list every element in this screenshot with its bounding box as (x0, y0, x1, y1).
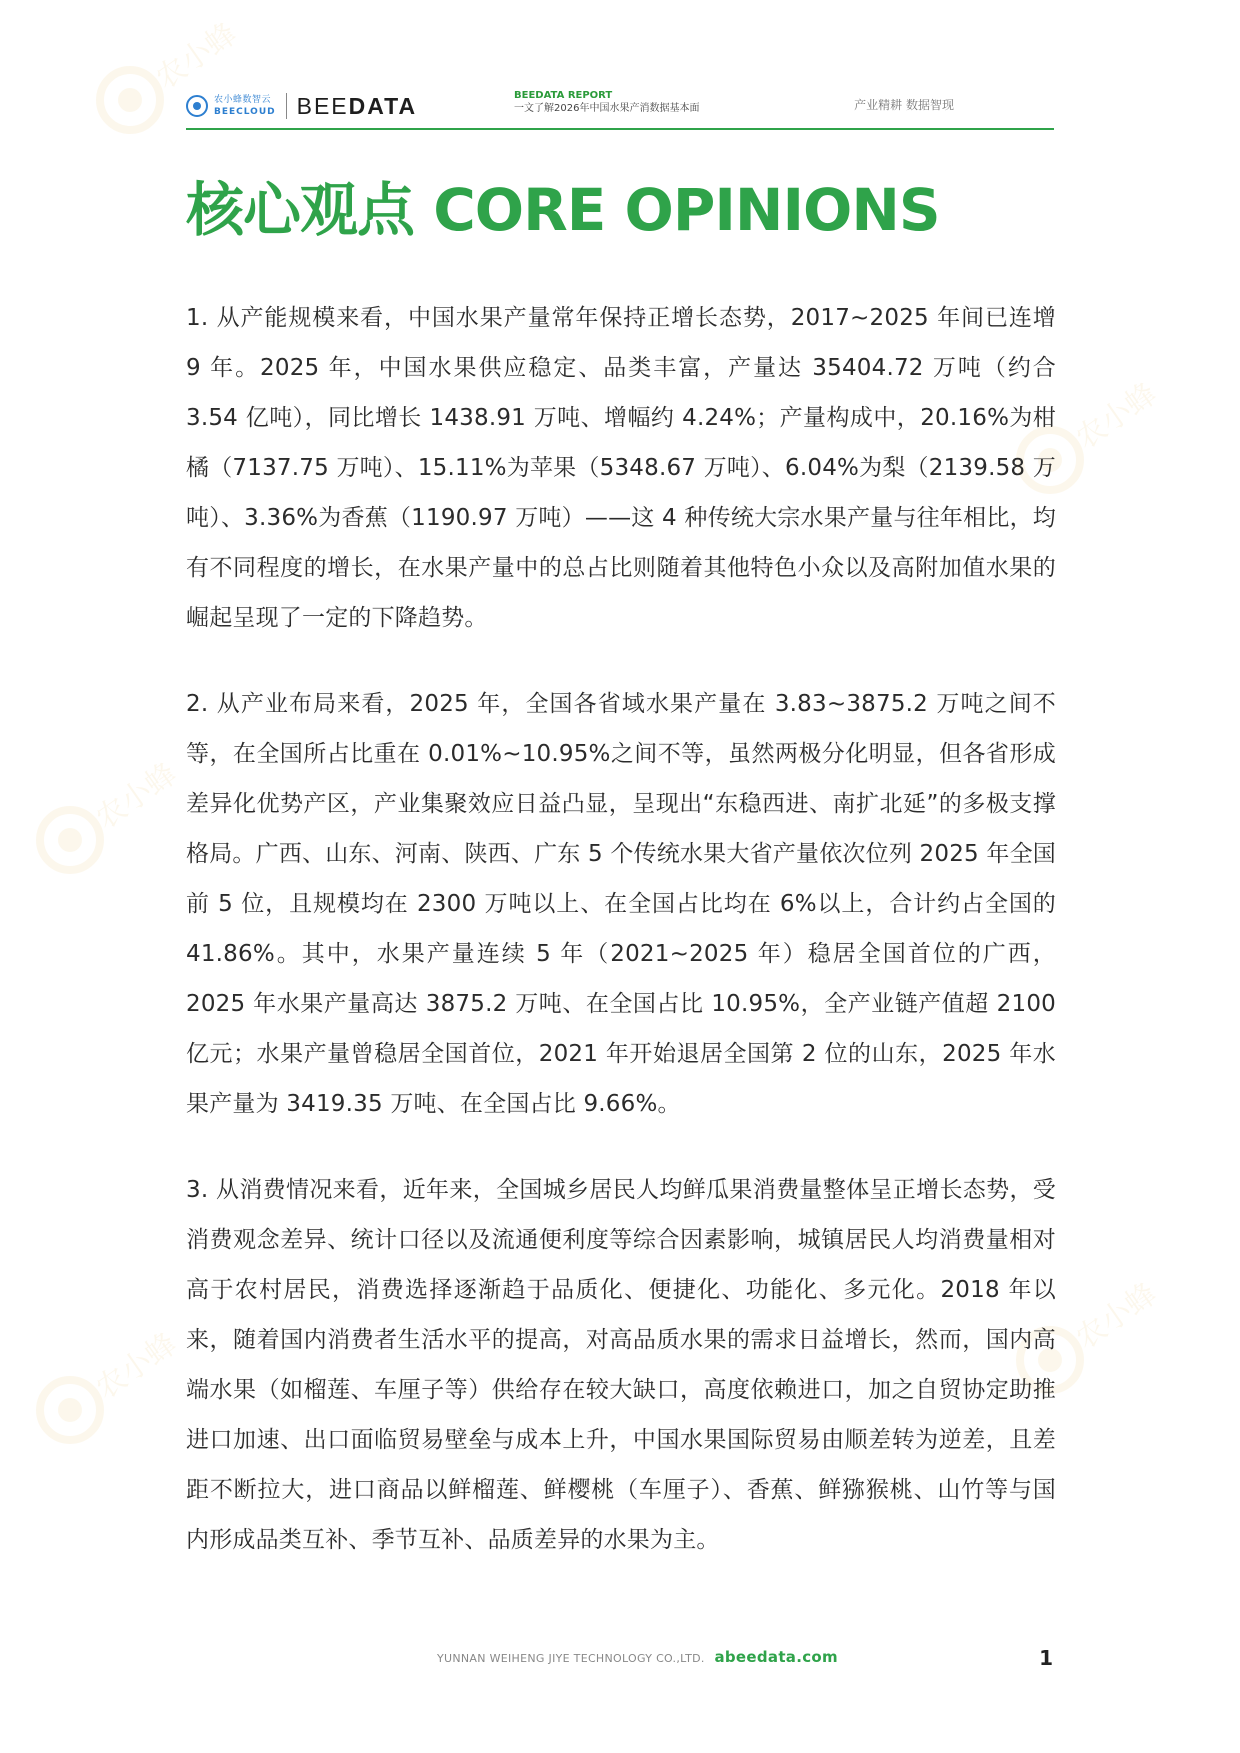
brand-prefix: BEE (296, 92, 349, 119)
header-slogan: 产业精耕 数据智现 (854, 98, 954, 112)
report-title: BEEDATA REPORT (514, 90, 613, 101)
logo (186, 88, 417, 124)
report-subtitle: 一文了解2026年中国水果产消数据基本面 (514, 102, 700, 114)
footer-website-link[interactable]: abeedata.com (714, 1648, 838, 1666)
svg-text:农小蜂: 农小蜂 (1069, 1280, 1160, 1357)
header-divider (186, 128, 1054, 130)
watermark-bee-icon (20, 1330, 180, 1490)
footer-company: YUNNAN WEIHENG JIYE TECHNOLOGY CO.,LTD. (437, 1652, 705, 1665)
brand-suffix: DATA (348, 92, 418, 119)
report-label (514, 90, 699, 115)
page-title: 核心观点 CORE OPINIONS (186, 176, 940, 244)
page-footer (437, 1648, 838, 1666)
page-number: 1 (1039, 1646, 1053, 1670)
bee-logo-icon (186, 95, 208, 117)
svg-text:农小蜂: 农小蜂 (149, 20, 240, 97)
logo-text (214, 96, 276, 117)
opinion-paragraph-2: 2. 从产业布局来看，2025 年，全国各省域水果产量在 3.83~3875.2 万吨之间不等，在全国所占比重在 0.01%~10.95%之间不等，虽然两极分化明显，但各省形成差异化优势产区，产业集聚效应日益凸显，呈现出“东稳西进、南扩北延”的多极支撑格局。广西、山东、河南、陕西、广东 5 个传统水果大省产量依次位列 2025 年全国前 5 位，且规模均在 2300 万吨以上、在全国占比均在 6%以上，合计约占全国的 41.86%。其中，水果产量连续 5 年（2021~2025 年）稳居全国首位的广西，2025 年水果产量高达 3875.2 万吨、在全国占比 10.95%，全产业链产值超 2100 亿元；水果产量曾稳居全国首位，2021 年开始退居全国第 2 位的山东，2025 年水果产量为 3419.35 万吨、在全国占比 9.66%。 (186, 691, 1056, 1117)
svg-text:农小蜂: 农小蜂 (89, 1330, 180, 1407)
opinion-paragraph-1: 1. 从产能规模来看，中国水果产量常年保持正增长态势，2017~2025 年间已连增 9 年。2025 年，中国水果供应稳定、品类丰富，产量达 35404.72 万吨（约合 3.54 亿吨），同比增长 1438.91 万吨、增幅约 4.24%；产量构成中，20.16%为柑橘（7137.75 万吨）、15.11%为苹果（5348.67 万吨）、6.04%为梨（2139.58 万吨）、3.36%为香蕉（1190.97 万吨）——这 4 种传统大宗水果产量与往年相比，均有不同程度的增长，在水果产量中的总占比则随着其他特色小众以及高附加值水果的崛起呈现了一定的下降趋势。 (186, 305, 1056, 631)
logo-cn: 农小蜂数智云 (214, 94, 272, 105)
watermark-bee-icon (20, 760, 180, 920)
page-header (186, 84, 1054, 130)
brand-name (297, 93, 418, 120)
opinion-paragraph-3: 3. 从消费情况来看，近年来，全国城乡居民人均鲜瓜果消费量整体呈正增长态势，受消费观念差异、统计口径以及流通便利度等综合因素影响，城镇居民人均消费量相对高于农村居民，消费选择逐渐趋于品质化、便捷化、功能化、多元化。2018 年以来，随着国内消费者生活水平的提高，对高品质水果的需求日益增长，然而，国内高端水果（如榴莲、车厘子等）供给存在较大缺口，高度依赖进口，加之自贸协定助推进口加速、出口面临贸易壁垒与成本上升，中国水果国际贸易由顺差转为逆差，且差距不断拉大，进口商品以鲜榴莲、鲜樱桃（车厘子）、香蕉、鲜猕猴桃、山竹等与国内形成品类互补、季节互补、品质差异的水果为主。 (186, 1177, 1056, 1553)
logo-divider (286, 93, 287, 119)
core-opinions-content (186, 293, 1056, 1601)
svg-text:农小蜂: 农小蜂 (89, 760, 180, 837)
svg-text:农小蜂: 农小蜂 (1069, 380, 1160, 457)
logo-en: BEECLOUD (214, 106, 276, 117)
